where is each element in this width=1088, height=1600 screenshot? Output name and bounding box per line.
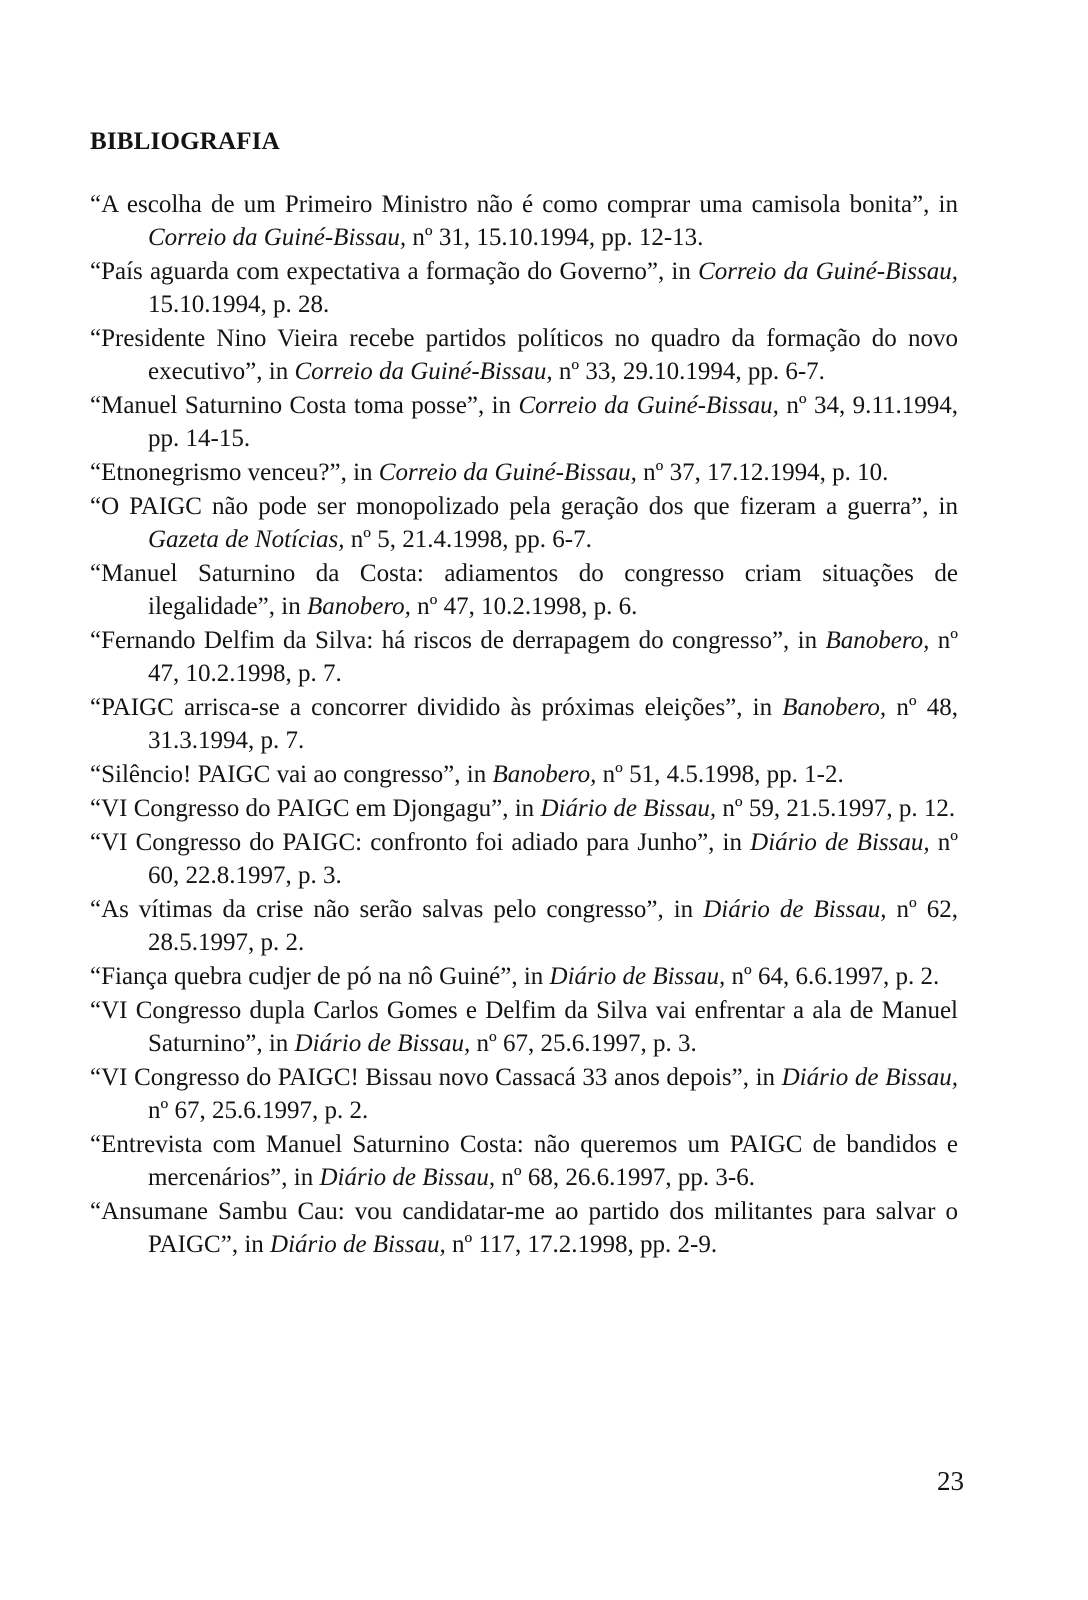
- entry-details: nº 5, 21.4.1998, pp. 6-7.: [344, 526, 592, 553]
- bibliography-entry: [90, 322, 958, 388]
- entry-title: “VI Congresso do PAIGC em Djongagu”, in: [90, 795, 541, 822]
- entry-title: “O PAIGC não pode ser monopolizado pela geração dos que fizeram a guerra”, in: [90, 493, 958, 520]
- bibliography-entry: [90, 188, 958, 254]
- entry-title: “Presidente Nino Vieira recebe partidos políticos no quadro da formação do novo executivo”, in: [90, 325, 958, 385]
- entry-source: Correio da Guiné-Bissau,: [518, 392, 779, 419]
- entry-details: nº 62, 28.5.1997, p. 2.: [148, 896, 958, 956]
- entry-details: nº 67, 25.6.1997, p. 3.: [470, 1030, 697, 1057]
- entry-title: “Manuel Saturnino da Costa: adiamentos do congresso criam situações de ilegalidade”, in: [90, 560, 958, 620]
- entry-details: nº 60, 22.8.1997, p. 3.: [148, 829, 958, 889]
- bibliography-entry: [90, 691, 958, 757]
- entry-details: nº 68, 26.6.1997, pp. 3-6.: [495, 1164, 755, 1191]
- entry-details: nº 37, 17.12.1994, p. 10.: [636, 459, 889, 486]
- bibliography-list: [90, 188, 958, 1262]
- entry-details: nº 47, 10.2.1998, p. 6.: [410, 593, 638, 620]
- entry-source: Diário de Bissau,: [750, 829, 930, 856]
- entry-source: Diário de Bissau,: [703, 896, 887, 923]
- entry-source: Diário de Bissau,: [781, 1064, 958, 1091]
- bibliography-entry: [90, 557, 958, 623]
- entry-title: “Manuel Saturnino Costa toma posse”, in: [90, 392, 519, 419]
- entry-source: Banobero,: [825, 627, 930, 654]
- entry-details: nº 47, 10.2.1998, p. 7.: [148, 627, 958, 687]
- entry-title: “Entrevista com Manuel Saturnino Costa: não queremos um PAIGC de bandidos e mercenários”, in: [90, 1131, 958, 1191]
- entry-source: Banobero,: [782, 694, 887, 721]
- entry-source: Diário de Bissau,: [270, 1231, 446, 1258]
- bibliography-entry: [90, 389, 958, 455]
- entry-source: Correio da Guiné-Bissau,: [698, 258, 959, 285]
- bibliography-entry: [90, 994, 958, 1060]
- entry-title: “Silêncio! PAIGC vai ao congresso”, in: [90, 761, 493, 788]
- entry-source: Gazeta de Notícias,: [148, 526, 345, 553]
- entry-title: “Fiança quebra cudjer de pó na nô Guiné”, in: [90, 963, 550, 990]
- entry-source: Banobero,: [492, 761, 597, 788]
- entry-title: “Etnonegrismo venceu?”, in: [90, 459, 379, 486]
- entry-source: Correio da Guiné-Bissau,: [148, 224, 407, 251]
- entry-title: “Ansumane Sambu Cau: vou candidatar-me ao partido dos militantes para salvar o PAIGC”, in: [90, 1198, 958, 1258]
- bibliography-entry: [90, 893, 958, 959]
- entry-details: nº 48, 31.3.1994, p. 7.: [148, 694, 958, 754]
- entry-source: Diário de Bissau,: [319, 1164, 496, 1191]
- entry-title: “PAIGC arrisca-se a concorrer dividido às próximas eleições”, in: [90, 694, 783, 721]
- bibliography-entry: [90, 826, 958, 892]
- bibliography-entry: [90, 624, 958, 690]
- entry-title: “País aguarda com expectativa a formação do Governo”, in: [90, 258, 699, 285]
- bibliography-entry: [90, 490, 958, 556]
- entry-details: nº 33, 29.10.1994, pp. 6-7.: [552, 358, 825, 385]
- entry-details: nº 51, 4.5.1998, pp. 1-2.: [596, 761, 844, 788]
- entry-title: “A escolha de um Primeiro Ministro não é como comprar uma camisola bonita”, in: [90, 191, 958, 218]
- entry-details: nº 64, 6.6.1997, p. 2.: [725, 963, 940, 990]
- entry-details: nº 34, 9.11.1994, pp. 14-15.: [148, 392, 959, 452]
- bibliography-entry: [90, 1061, 958, 1127]
- entry-details: nº 31, 15.10.1994, pp. 12-13.: [406, 224, 704, 251]
- entry-source: Correio da Guiné-Bissau,: [294, 358, 553, 385]
- bibliography-entry: [90, 792, 958, 825]
- page-number: 23: [937, 1466, 964, 1496]
- entry-title: “VI Congresso dupla Carlos Gomes e Delfim da Silva vai enfrentar a ala de Manuel Saturnino”, in: [90, 997, 958, 1057]
- entry-details: nº 59, 21.5.1997, p. 12.: [716, 795, 956, 822]
- bibliography-entry: [90, 1128, 958, 1194]
- bibliography-entry: [90, 960, 958, 993]
- bibliography-entry: [90, 255, 958, 321]
- entry-title: “VI Congresso do PAIGC: confronto foi adiado para Junho”, in: [90, 829, 751, 856]
- entry-details: nº 117, 17.2.1998, pp. 2-9.: [445, 1231, 718, 1258]
- bibliography-entry: [90, 1195, 958, 1261]
- entry-source: Correio da Guiné-Bissau,: [378, 459, 637, 486]
- entry-title: “As vítimas da crise não serão salvas pelo congresso”, in: [90, 896, 704, 923]
- section-heading: BIBLIOGRAFIA: [90, 128, 280, 155]
- bibliography-entry: [90, 456, 958, 489]
- entry-title: “Fernando Delfim da Silva: há riscos de derrapagem do congresso”, in: [90, 627, 826, 654]
- entry-source: Diário de Bissau,: [294, 1030, 471, 1057]
- entry-details: 15.10.1994, p. 28.: [148, 291, 330, 318]
- bibliography-entry: [90, 758, 958, 791]
- entry-source: Diário de Bissau,: [549, 963, 726, 990]
- entry-source: Banobero,: [306, 593, 411, 620]
- entry-source: Diário de Bissau,: [540, 795, 717, 822]
- entry-title: “VI Congresso do PAIGC! Bissau novo Cassacá 33 anos depois”, in: [90, 1064, 782, 1091]
- entry-details: nº 67, 25.6.1997, p. 2.: [148, 1097, 369, 1124]
